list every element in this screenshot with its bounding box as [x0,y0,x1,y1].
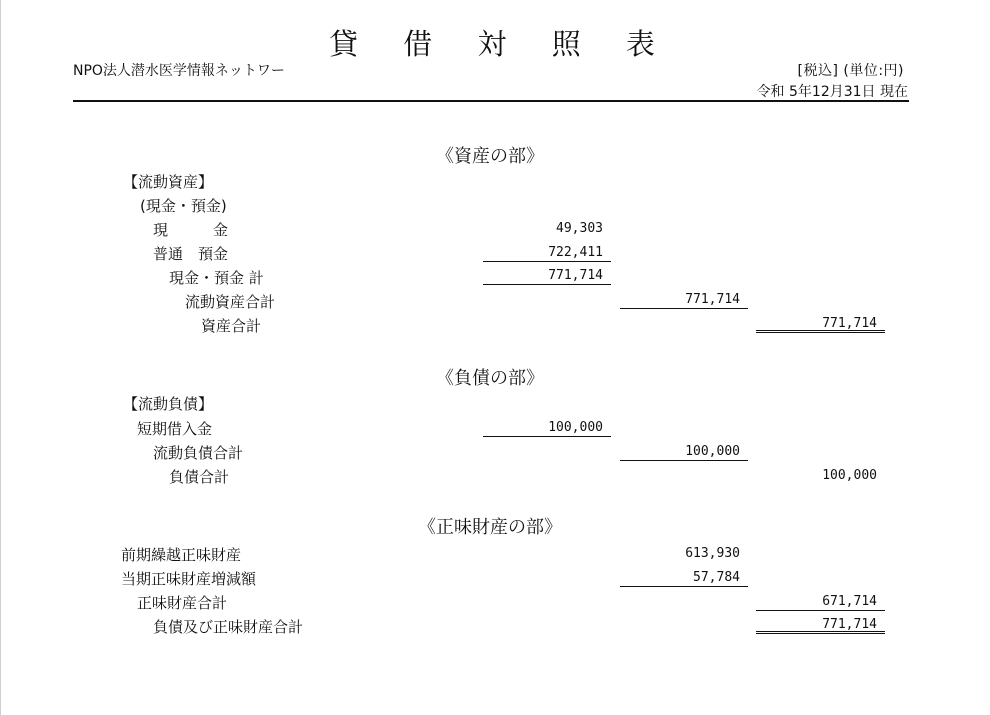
current-liabilities-total-label: 流動負債合計 [153,444,244,462]
assets-total-label: 資産合計 [201,317,262,335]
current-assets-total-label: 流動資産合計 [185,293,276,311]
current-assets-total-value: 771,714 [620,290,748,309]
cash-value: 49,303 [556,221,603,236]
cash-label: 現 金 [153,221,229,239]
organization-name: NPO法人潜水医学情報ネットワー [73,63,285,79]
assets-heading: 《資産の部》 [436,146,544,167]
current-assets-label: 【流動資産】 [123,173,214,191]
ordinary-deposit-label: 普通 預金 [153,245,229,263]
document-title: 貸 借 対 照 表 [329,27,673,61]
current-liabilities-label: 【流動負債】 [123,395,214,413]
short-term-loans-value: 100,000 [483,418,611,437]
tax-unit-note: [税込] (単位:円) [797,63,904,79]
current-liabilities-total-value: 100,000 [620,442,748,461]
cash-deposits-total-value: 771,714 [483,266,611,285]
liabilities-total-value: 100,000 [822,468,877,483]
net-assets-change-label: 当期正味財産増減額 [121,570,257,588]
ordinary-deposit-value: 722,411 [483,243,611,262]
page-left-border [0,0,1,715]
short-term-loans-label: 短期借入金 [137,420,213,438]
liabilities-and-net-assets-total-label: 負債及び正味財産合計 [153,618,304,636]
header-rule [73,100,909,102]
net-assets-total-value: 671,714 [756,592,885,611]
liabilities-heading: 《負債の部》 [436,368,544,389]
net-assets-heading: 《正味財産の部》 [418,517,562,538]
net-assets-total-label: 正味財産合計 [137,594,228,612]
as-of-date: 令和 5年12月31日 現在 [756,84,908,100]
assets-total-value: 771,714 [756,314,885,333]
cash-deposits-total-label: 現金・預金 計 [169,269,264,287]
net-assets-change-value: 57,784 [620,568,748,587]
prior-net-assets-value: 613,930 [685,546,740,561]
liabilities-total-label: 負債合計 [169,468,230,486]
prior-net-assets-label: 前期繰越正味財産 [121,546,242,564]
cash-deposits-label: (現金・預金) [140,197,227,215]
liabilities-and-net-assets-total-value: 771,714 [756,615,885,634]
